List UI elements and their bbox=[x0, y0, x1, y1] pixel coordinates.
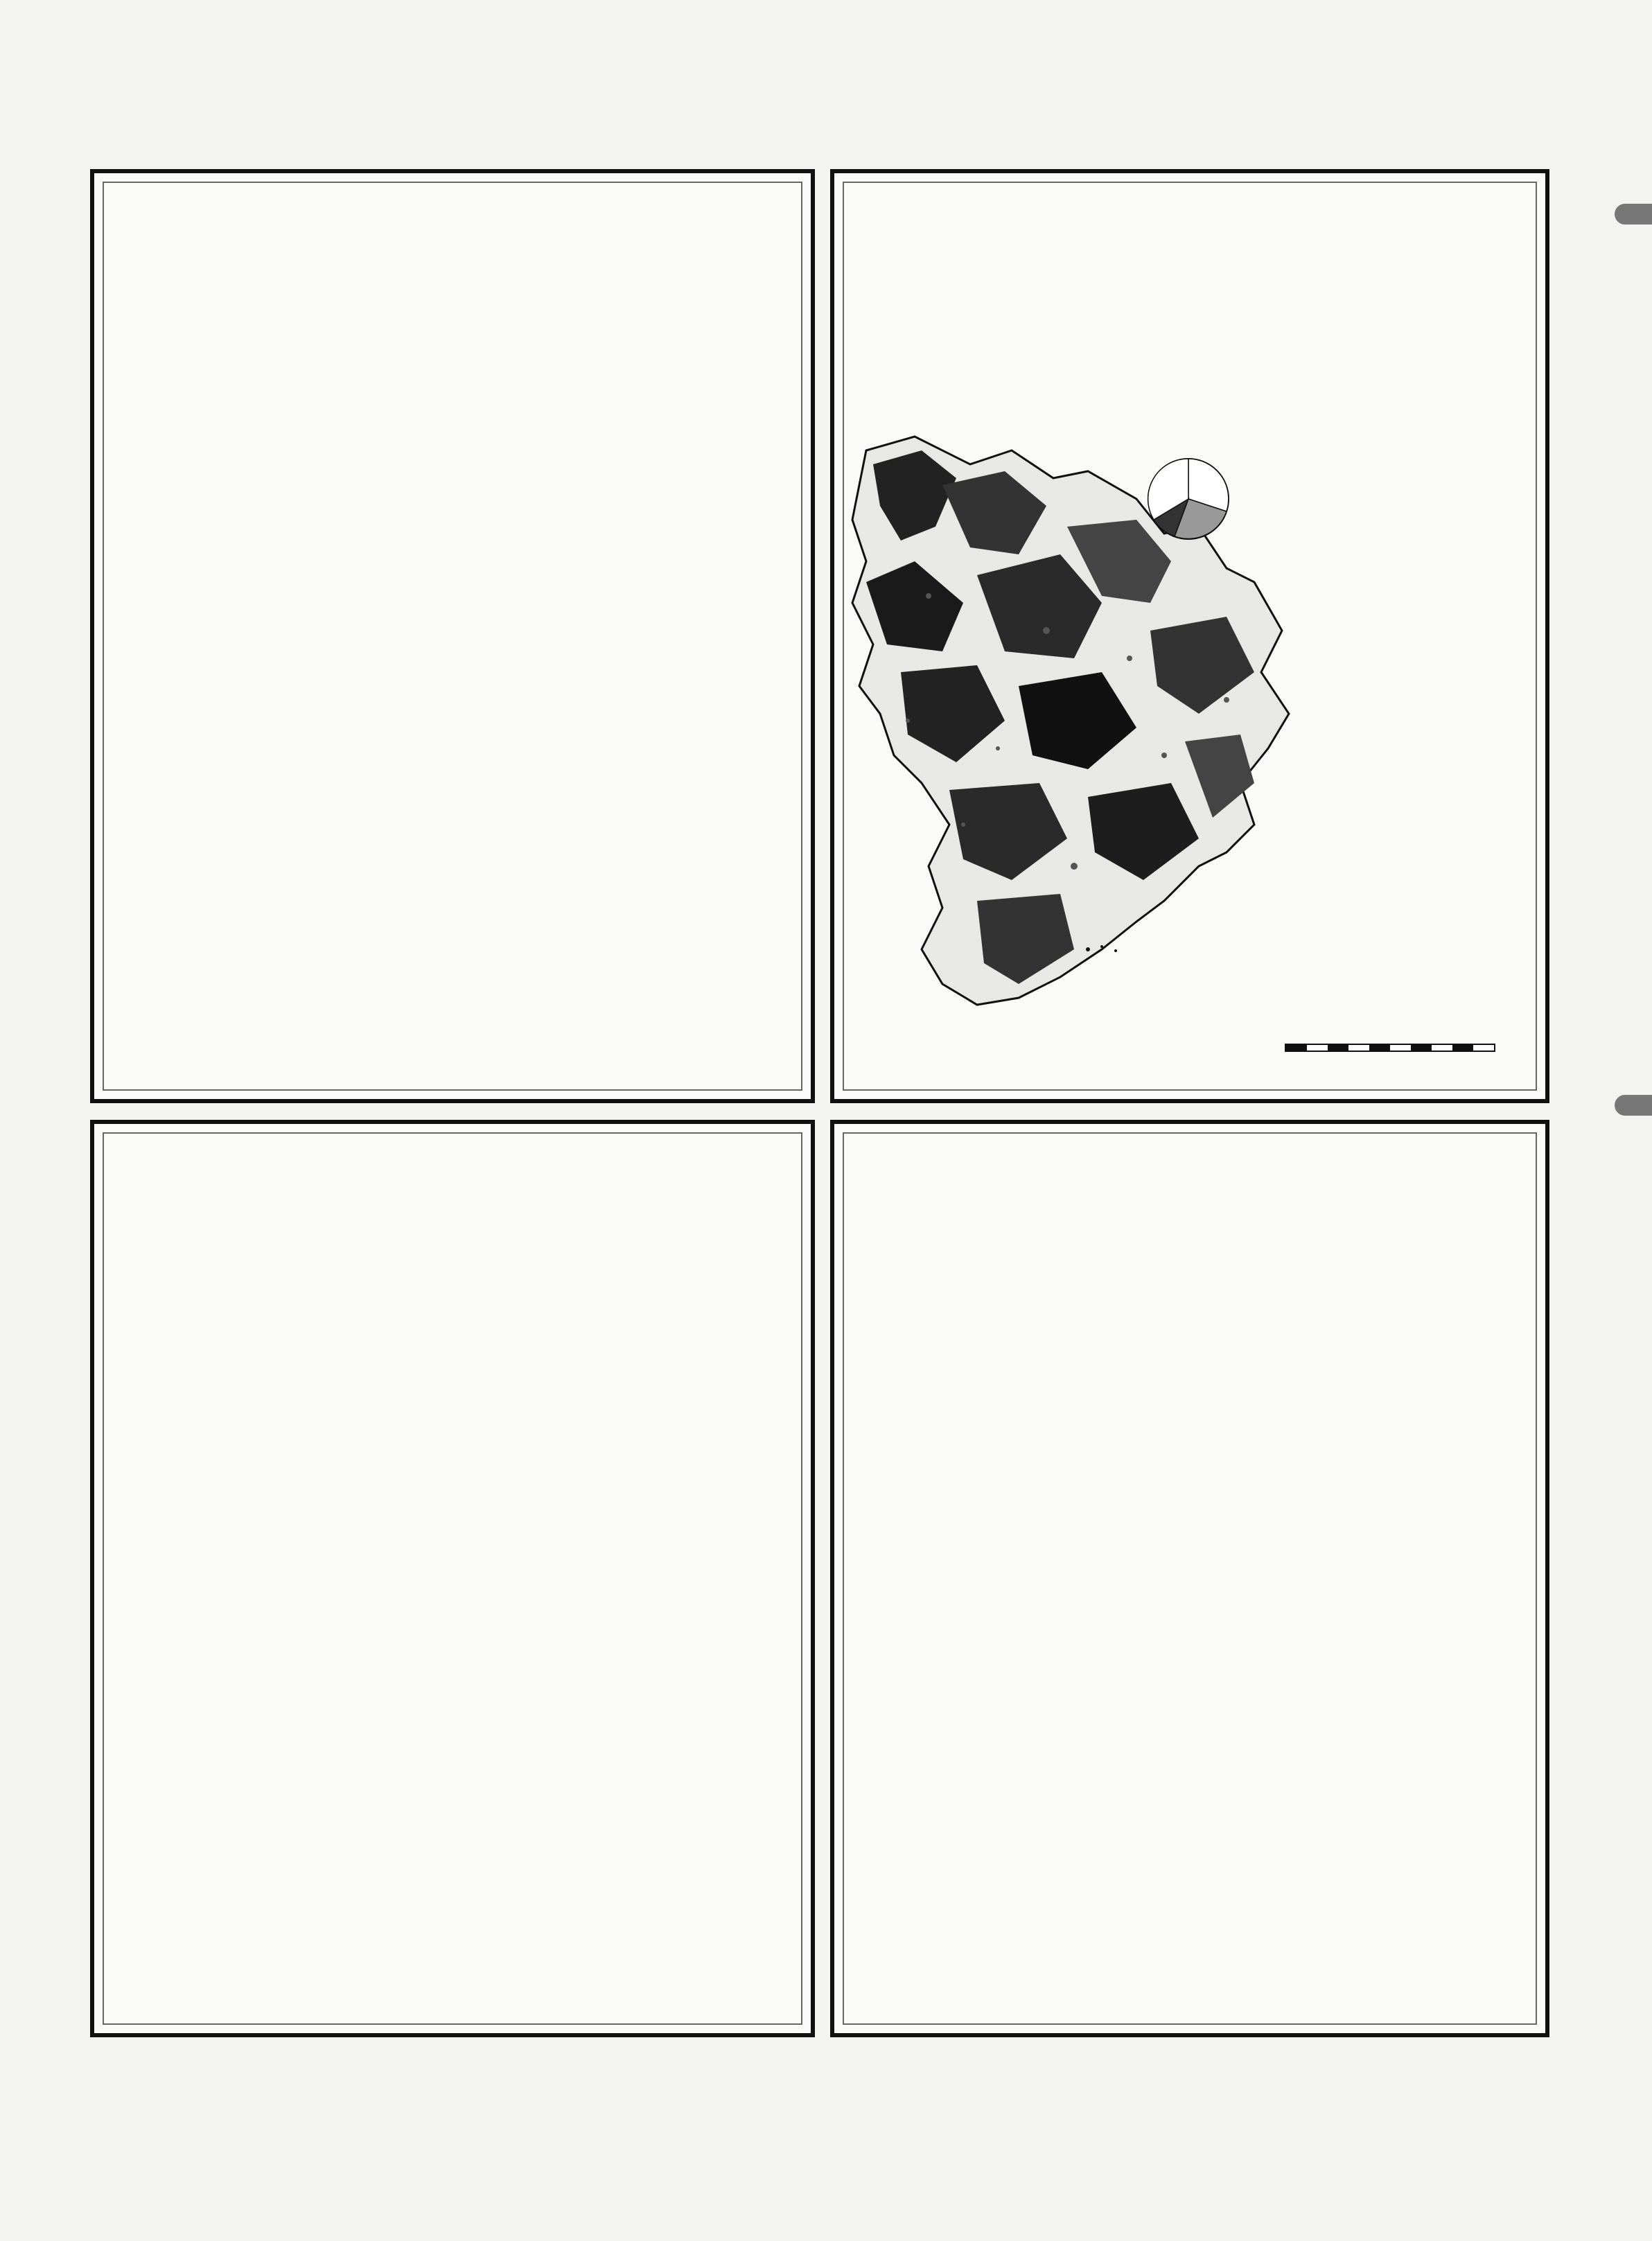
panel-inner-frame bbox=[103, 1132, 802, 2025]
panel-page-94 bbox=[830, 1120, 1549, 2037]
binder-hole-top bbox=[1615, 204, 1652, 225]
panel-inner-frame bbox=[103, 182, 802, 1091]
panel-inner-frame bbox=[843, 1132, 1537, 2025]
panel-page-91 bbox=[90, 169, 815, 1103]
map-legend bbox=[1310, 431, 1512, 434]
panel-page-92 bbox=[830, 169, 1549, 1103]
panel-page-93 bbox=[90, 1120, 815, 2037]
binder-hole-bottom bbox=[1615, 1095, 1652, 1116]
map-scale-bar bbox=[1285, 1044, 1495, 1052]
hawaii-land-ownership-map bbox=[838, 423, 1324, 1032]
acreage-pie-chart bbox=[1148, 459, 1229, 539]
